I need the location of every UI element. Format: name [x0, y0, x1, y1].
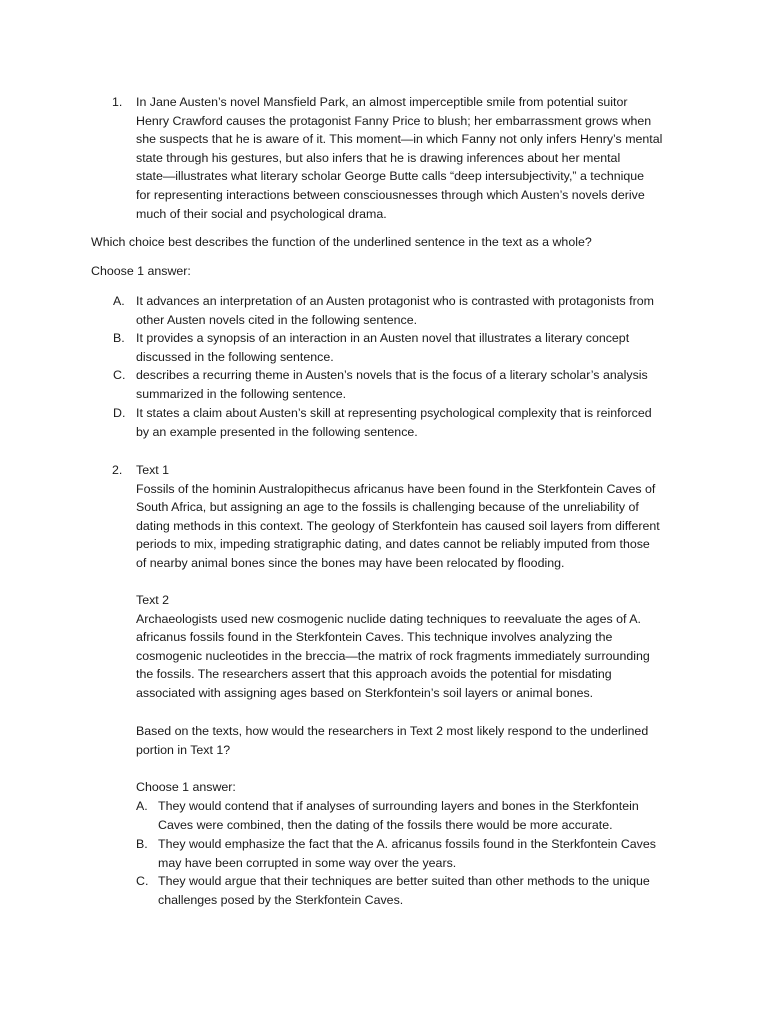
passage-line: Henry Crawford causes the protagonist Fanny Price to blush; her embarrassment grows when: [136, 113, 652, 128]
option-text: Caves were combined, then the dating of the fossils there would be more accurate.: [158, 817, 613, 832]
passage-line: for representing interactions between consciousnesses through which Austen’s novels derive: [136, 187, 645, 202]
passage-line: dating methods in this context. The geology of Sterkfontein has caused soil layers from different: [136, 518, 660, 533]
option-text: by an example presented in the following sentence.: [136, 424, 418, 439]
passage-line: of nearby animal bones since the bones may have been relocated by flooding.: [136, 555, 565, 570]
option-text: may have been corrupted in some way over the years.: [158, 855, 457, 870]
question-1-choose-label: Choose 1 answer:: [91, 264, 191, 278]
passage-line: cosmogenic nucleotides in the breccia—the matrix of rock fragments immediately surrounding: [136, 648, 650, 663]
passage-line: Fossils of the hominin Australopithecus africanus have been found in the Sterkfontein Caves of: [136, 481, 656, 496]
text-1-label: Text 1: [136, 463, 170, 477]
option-text: summarized in the following sentence.: [136, 386, 347, 401]
option-letter: B.: [136, 837, 148, 851]
passage-line: state—illustrates what literary scholar George Butte calls “deep intersubjectivity,” a technique: [136, 169, 645, 184]
passage-line: state through his gestures, but also infers that he is drawing inferences about her mental: [136, 150, 621, 165]
passage-line: much of their social and psychological drama.: [136, 206, 387, 221]
text-2-block: [136, 591, 676, 703]
option-letter: D.: [113, 406, 126, 420]
option-text: challenges posed by the Sterkfontein Caves.: [158, 892, 404, 907]
passage-line: periods to mix, impeding stratigraphic dating, and dates cannot be reliably imputed from those: [136, 537, 650, 552]
passage-line: South Africa, but assigning an age to the fossils is challenging because of the unreliability of: [136, 500, 639, 515]
question-1-prompt: Which choice best describes the function of the underlined sentence in the text as a whole?: [91, 235, 592, 249]
question-line: Based on the texts, how would the researchers in Text 2 most likely respond to the underlined: [136, 724, 649, 738]
question-2-number: 2.: [112, 463, 123, 477]
option-text: They would argue that their techniques are better suited than other methods to the unique: [158, 874, 650, 888]
option-text: It states a claim about Austen’s skill at representing psychological complexity that is reinforced: [136, 406, 652, 420]
option-text: other Austen novels cited in the following sentence.: [136, 312, 418, 327]
option-text: They would emphasize the fact that the A. africanus fossils found in the Sterkfontein Caves: [158, 837, 656, 851]
passage-line: In Jane Austen’s novel Mansfield Park, an almost imperceptible smile from potential suitor: [136, 95, 628, 109]
option-text: describes a recurring theme in Austen’s novels that is the focus of a literary scholar’s analysis: [136, 368, 648, 382]
passage-line: she suspects that he is aware of it. This moment—in which Fanny not only infers Henry’s mental: [136, 132, 663, 147]
option-letter: C.: [136, 874, 149, 888]
question-2-prompt: [136, 722, 676, 759]
option-letter: A.: [113, 294, 125, 308]
option-text: discussed in the following sentence.: [136, 349, 334, 364]
text-2-label: Text 2: [136, 593, 170, 607]
passage-line: Archaeologists used new cosmogenic nuclide dating techniques to reevaluate the ages of A.: [136, 611, 641, 626]
option-text: It advances an interpretation of an Austen protagonist who is contrasted with protagonists from: [136, 294, 654, 308]
option-letter: A.: [136, 799, 148, 813]
option-text: They would contend that if analyses of surrounding layers and bones in the Sterkfontein: [158, 799, 639, 813]
text-1-block: [136, 461, 676, 573]
question-2-choose-label: Choose 1 answer:: [136, 780, 236, 794]
question-1-passage: [136, 93, 676, 223]
option-letter: C.: [113, 368, 126, 382]
passage-line: associated with assigning ages based on Sterkfontein’s soil layers or animal bones.: [136, 685, 594, 700]
passage-line: the fossils. The researchers assert that this approach avoids the potential for misdating: [136, 667, 612, 682]
question-1-number: 1.: [112, 95, 123, 109]
question-line: portion in Text 1?: [136, 742, 231, 757]
option-letter: B.: [113, 331, 125, 345]
option-text: It provides a synopsis of an interaction in an Austen novel that illustrates a literary concept: [136, 331, 630, 345]
passage-line: africanus fossils found in the Sterkfontein Caves. This technique involves analyzing the: [136, 630, 613, 645]
